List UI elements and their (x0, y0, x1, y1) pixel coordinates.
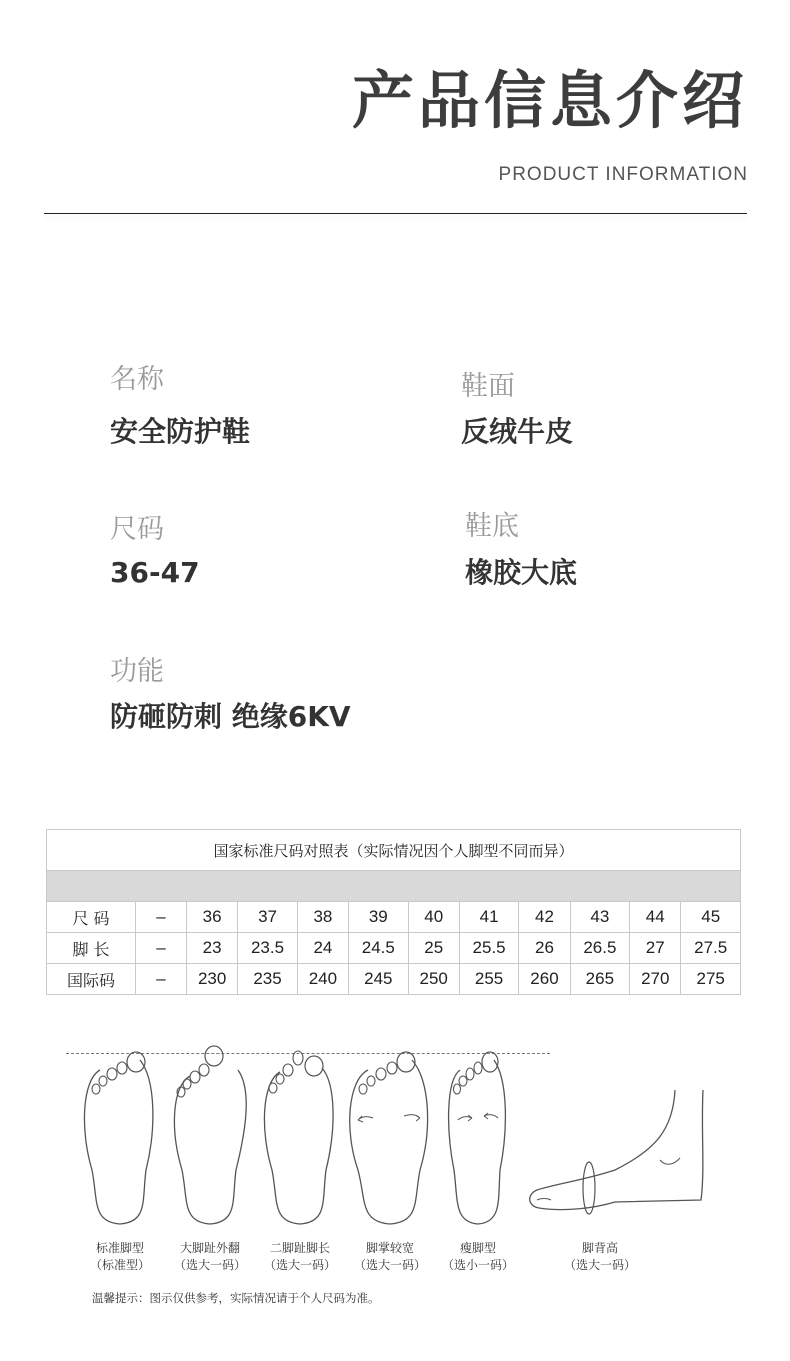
table-cell: 25 (408, 933, 459, 964)
foot-type-caption: 大脚趾外翻 （选大一码） (173, 1241, 246, 1272)
table-cell: 235 (238, 964, 298, 995)
table-cell: 24.5 (349, 933, 409, 964)
table-cell: 270 (630, 964, 681, 995)
table-cell: 23.5 (238, 933, 298, 964)
size-tip-note: 温馨提示：图示仅供参考，实际情况请于个人尺码为准。 (92, 1291, 380, 1305)
table-row (47, 902, 741, 933)
table-cell: 265 (570, 964, 630, 995)
spec-upper-value: 反绒牛皮 (461, 415, 574, 448)
spec-sole-value: 橡胶大底 (465, 556, 578, 589)
table-cell: 250 (408, 964, 459, 995)
foot-type-caption: 二脚趾脚长 （选大一码） (263, 1241, 336, 1272)
spec-size-value: 36-47 (110, 556, 200, 589)
foot-type-caption: 瘦脚型 （选小一码） (441, 1241, 514, 1272)
foot-type-caption: 脚掌较宽 （选大一码） (353, 1241, 426, 1272)
table-cell: 25.5 (459, 933, 519, 964)
table-row (47, 964, 741, 995)
foot-type-caption: 标准脚型 （标准型） (89, 1241, 150, 1272)
header-divider (44, 213, 747, 214)
table-cell: 42 (519, 902, 570, 933)
table-cell: 40 (408, 902, 459, 933)
table-row (47, 933, 741, 964)
size-table-caption: 国家标准尺码对照表（实际情况因个人脚型不同而异） (47, 830, 741, 871)
standard-foot-icon (70, 1040, 170, 1230)
table-cell: 240 (297, 964, 348, 995)
bunion-foot-icon (160, 1040, 260, 1230)
narrow-foot-icon (428, 1040, 528, 1230)
table-cell: – (136, 964, 187, 995)
table-cell: 41 (459, 902, 519, 933)
table-cell: 43 (570, 902, 630, 933)
spec-upper-label: 鞋面 (461, 371, 515, 402)
spec-sole-label: 鞋底 (465, 511, 519, 542)
table-cell: 255 (459, 964, 519, 995)
table-cell: 23 (187, 933, 238, 964)
spec-name-value: 安全防护鞋 (110, 415, 251, 448)
spec-size-label: 尺码 (110, 514, 164, 545)
table-cell: 38 (297, 902, 348, 933)
size-table-band (47, 871, 741, 902)
table-cell: 245 (349, 964, 409, 995)
table-cell: – (136, 902, 187, 933)
table-cell: 45 (681, 902, 741, 933)
table-cell: 230 (187, 964, 238, 995)
foot-type-caption: 脚背高 （选大一码） (563, 1241, 636, 1272)
table-cell: – (136, 933, 187, 964)
spec-function-label: 功能 (110, 656, 164, 687)
size-comparison-table (46, 829, 741, 995)
table-cell: 26 (519, 933, 570, 964)
row-header: 脚 长 (47, 933, 136, 964)
table-cell: 24 (297, 933, 348, 964)
page-title: 产品信息介绍 (351, 64, 748, 137)
spec-name-label: 名称 (110, 364, 164, 395)
row-header: 国际码 (47, 964, 136, 995)
spec-function-value: 防砸防刺 绝缘6KV (110, 700, 351, 733)
table-cell: 27 (630, 933, 681, 964)
table-cell: 39 (349, 902, 409, 933)
wide-foot-icon (340, 1040, 440, 1230)
table-cell: 37 (238, 902, 298, 933)
table-cell: 44 (630, 902, 681, 933)
high-instep-foot-icon (525, 1040, 715, 1230)
row-header: 尺 码 (47, 902, 136, 933)
table-cell: 27.5 (681, 933, 741, 964)
table-cell: 36 (187, 902, 238, 933)
page-subtitle: PRODUCT INFORMATION (498, 164, 748, 185)
table-cell: 260 (519, 964, 570, 995)
table-cell: 275 (681, 964, 741, 995)
table-cell: 26.5 (570, 933, 630, 964)
long-second-toe-foot-icon (250, 1040, 350, 1230)
